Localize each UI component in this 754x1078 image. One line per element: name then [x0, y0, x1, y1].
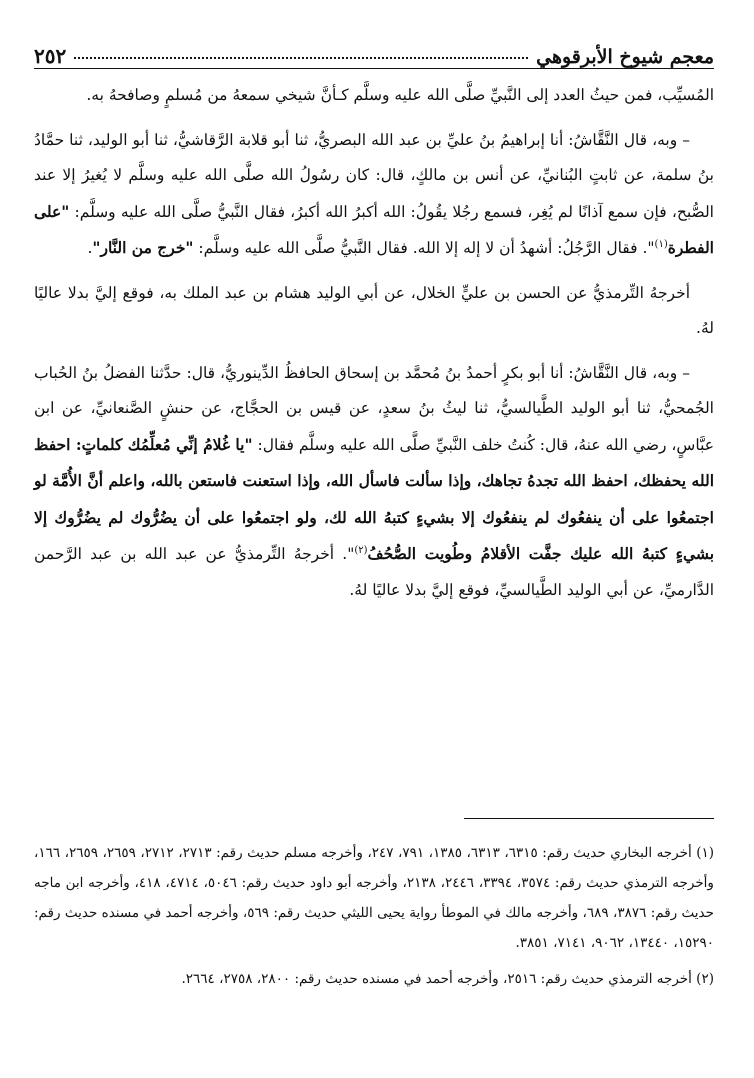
book-title: معجم شيوخ الأبرقوهي: [536, 46, 714, 68]
paragraph-1-text: المُسيِّب، فمن حيثُ العدد إلى النَّبيِّ صلَّى الله عليه وسلَّم كـأنَّ شيخي سمعهُ من مُسلمٍ وصافحهُ به.: [86, 86, 714, 104]
footnote-ref-1[interactable]: (١): [654, 238, 668, 250]
paragraph-3: [34, 276, 714, 347]
footnote-2: (٢) أخرجه الترمذي حديث رقم: ٢٥١٦، وأخرجه أحمد في مسنده حديث رقم: ٢٨٠٠، ٢٧٥٨، ٢٦٦٤.: [181, 971, 714, 987]
hadith-quote-2: "خرج من النَّار": [92, 238, 194, 257]
paragraph-4-text-b: ". أخرجهُ التِّرمذيُّ عن عبد الله بن عبد الرَّحمن الدَّارميِّ، عن أبي الوليد الطَّيالسيِّ، فوقع إليَّ بدلا عاليًا لهُ.: [34, 545, 714, 599]
paragraph-2-text-a: – وبه، قال النَّقَّاشُ: أنا إبراهيمُ بنُ عليِّ بن عبد الله البصريُّ، ثنا أبو قلابة الرَّقاشيُّ، ثنا أبو الوليد، ثنا حمَّادُ بنُ سلمة، عن ثابتٍ البُنانيِّ، عن أنس بن مالكٍ، قال: كان رسُولُ الله صلَّى الله عليه وسلَّم لا يُغيرُ إلا عند الصُّبح، فإن سمع آذانًا لم يُغِر، فسمع رجُلا يقُولُ: الله أكبرُ الله أكبرُ، فقال النَّبيُّ صلَّى الله عليه وسلَّم:: [34, 130, 714, 221]
paragraph-3-text: أخرجهُ التِّرمذيُّ عن الحسن بن عليٍّ الخلال، عن أبي الوليد هشام بن عبد الملك به، فوقع إليَّ بدلا عاليًا لهُ.: [34, 283, 714, 337]
main-text: [34, 78, 714, 617]
paragraph-4-text-a: – وبه، قال النَّقَّاشُ: أنا أبو بكرٍ أحمدُ بنُ مُحمَّد بن إسحاق الحافظُ الدِّينوريُّ، قال: حدَّثنا الفضلُ بنُ الحُباب الجُمحيُّ، ثنا أبو الوليد الطَّيالسيُّ، ثنا ليثُ بنُ سعدٍ، عن قيس بن الحجَّاج، عن حنشٍ الصَّنعانيِّ، عن ابن عبَّاسٍ، رضي الله عنهُ، قال: كُنتُ خلف النَّبيِّ صلَّى الله عليه وسلَّم فقال:: [34, 363, 715, 454]
paragraph-1: [34, 78, 714, 114]
hadith-quote-3: "يا غُلامُ إنِّي مُعلِّمُك كلماتٍ: احفظ الله يحفظك، احفظ الله تجدهُ تجاهك، وإذا سألت فاسأل الله، وإذا استعنت فاستعن بالله، واعلم أنَّ الأُمَّة لو اجتمعُوا على أن ينفعُوك لم ينفعُوك إلا بشيءٍ كتبهُ الله لك، ولو اجتمعُوا على أن يضُرُّوك لم يضُرُّوك إلا بشيءٍ كتبهُ الله عليك جفَّت الأقلامُ وطُويت الصُّحُفُ: [34, 434, 715, 563]
footnote-1: (١) أخرجه البخاري حديث رقم: ٦٣١٥، ٦٣١٣، ١٣٨٥، ٧٩١، ٢٤٧، وأخرجه مسلم حديث رقم: ٢٧١٣، ٢٧١٢، ٢٦٥٩، ٢٦٥٩، ١٦٦، وأخرجه الترمذي حديث رقم: ٣٥٧٤، ٣٣٩٤، ٢٤٤٦، ٢١٣٨، وأخرجه أبو داود حديث رقم: ٥٠٤٦، ٤٧١٤، ٤١٨، وأخرجه ابن ماجه حديث رقم: ٣٨٧٦، ٦٨٩، وأخرجه مالك في الموطأ رواية يحيى الليثي حديث رقم: ٥٦٩، وأخرجه أحمد في مسنده حديث رقم: ١٥٢٩٠، ١٣٤٤٠، ٩٠٦٢، ٧١٤١، ٣٨٥١.: [34, 845, 715, 951]
paragraph-4: [34, 356, 714, 609]
footnote-ref-2[interactable]: (٢): [354, 544, 368, 556]
paragraph-2: [34, 123, 714, 267]
page-number: ٢٥٢: [34, 44, 67, 68]
paragraph-2-text-c: .: [87, 239, 93, 257]
footnotes: [34, 838, 714, 1000]
running-header: [34, 34, 714, 69]
header-dot-leader: [74, 57, 528, 59]
hadith-quote-1: "على الفطرة: [34, 201, 714, 257]
paragraph-2-text-b: ". فقال الرَّجُلُ: أشهدُ أن لا إله إلا الله. فقال النَّبيُّ صلَّى الله عليه وسلَّم:: [193, 239, 655, 257]
footnote-separator: [464, 818, 714, 819]
